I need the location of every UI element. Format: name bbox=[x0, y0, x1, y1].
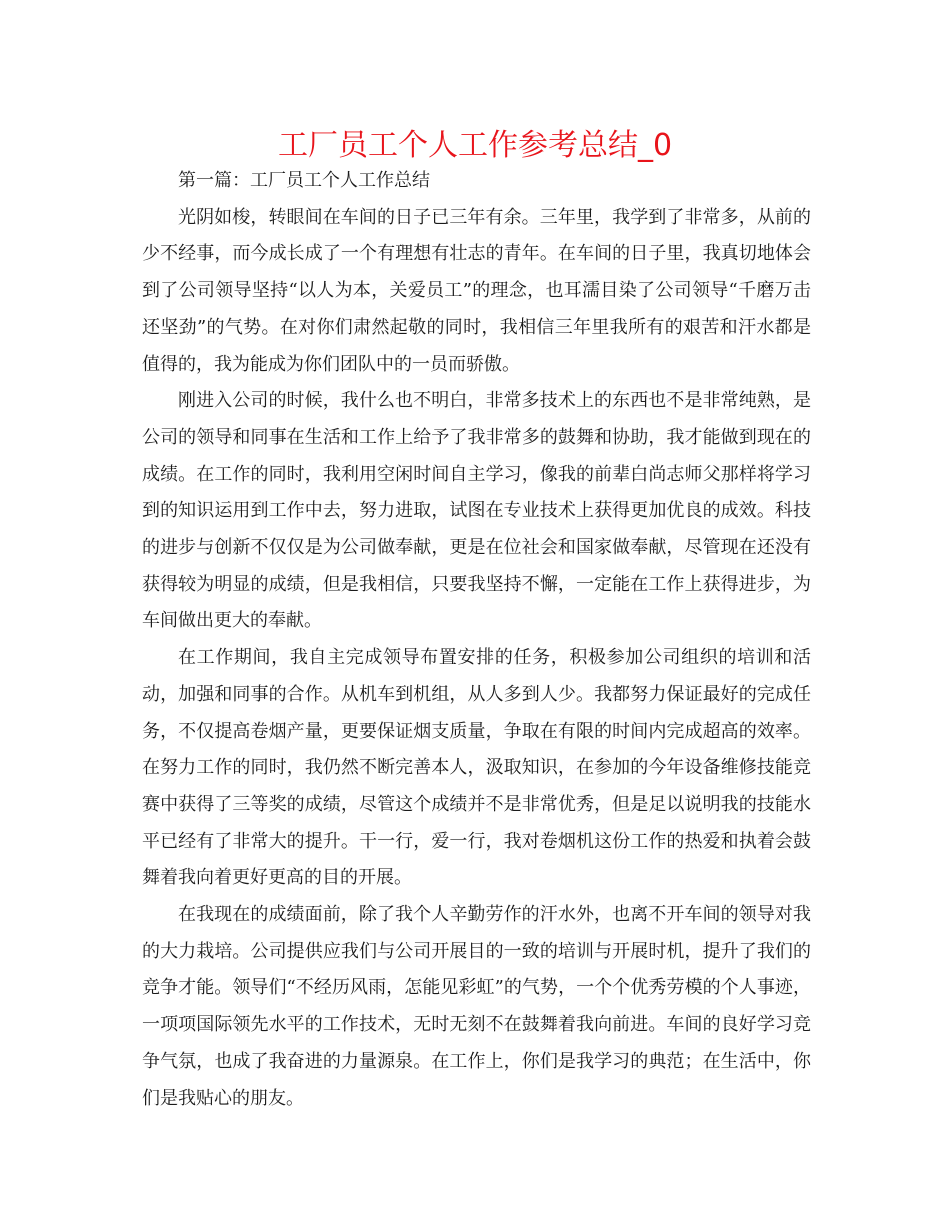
section-heading: 第一篇：工厂员工个人工作总结 bbox=[178, 170, 430, 191]
document-body bbox=[142, 163, 811, 1117]
paragraph: 刚进入公司的时候，我什么也不明白，非常多技术上的东西也不是非常纯熟，是公司的领导和同事在生活和工作上给予了我非常多的鼓舞和协助，我才能做到现在的成绩。在工作的同时，我利用空闲时间自主学习，像我的前辈白尚志师父那样将学习到的知识运用到工作中去，努力进取，试图在专业技术上获得更加优良的成效。科技的进步与创新不仅仅是为公司做奉献，更是在位社会和国家做奉献，尽管现在还没有获得较为明显的成绩，但是我相信，只要我坚持不懈，一定能在工作上获得进步，为车间做出更大的奉献。 bbox=[142, 390, 811, 632]
paragraph: 光阴如梭，转眼间在车间的日子已三年有余。三年里，我学到了非常多，从前的少不经事，而今成长成了一个有理想有壮志的青年。在车间的日子里，我真切地体会到了公司领导坚持“以人为本，关爱员工”的理念，也耳濡目染了公司领导“千磨万击还坚劲”的气势。在对你们肃然起敬的同时，我相信三年里我所有的艰苦和汗水都是值得的，我为能成为你们团队中的一员而骄傲。 bbox=[142, 206, 811, 375]
paragraph: 在工作期间，我自主完成领导布置安排的任务，积极参加公司组织的培训和活动，加强和同事的合作。从机车到机组，从人多到人少。我都努力保证最好的完成任务，不仅提高卷烟产量，更要保证烟支质量，争取在有限的时间内完成超高的效率。在努力工作的同时，我仍然不断完善本人，汲取知识，在参加的今年设备维修技能竞赛中获得了三等奖的成绩，尽管这个成绩并不是非常优秀，但是足以说明我的技能水平已经有了非常大的提升。干一行，爱一行，我对卷烟机这份工作的热爱和执着会鼓舞着我向着更好更高的目的开展。 bbox=[142, 647, 811, 889]
document-title: 工厂员工个人工作参考总结_0 bbox=[277, 128, 673, 163]
paragraph: 在我现在的成绩面前，除了我个人辛勤劳作的汗水外，也离不开车间的领导对我的大力栽培。公司提供应我们与公司开展目的一致的培训与开展时机，提升了我们的竞争才能。领导们“不经历风雨，怎能见彩虹”的气势，一个个优秀劳模的个人事迹，一项项国际领先水平的工作技术，无时无刻不在鼓舞着我向前进。车间的良好学习竞争气氛，也成了我奋进的力量源泉。在工作上，你们是我学习的典范；在生活中，你们是我贴心的朋友。 bbox=[142, 904, 811, 1109]
